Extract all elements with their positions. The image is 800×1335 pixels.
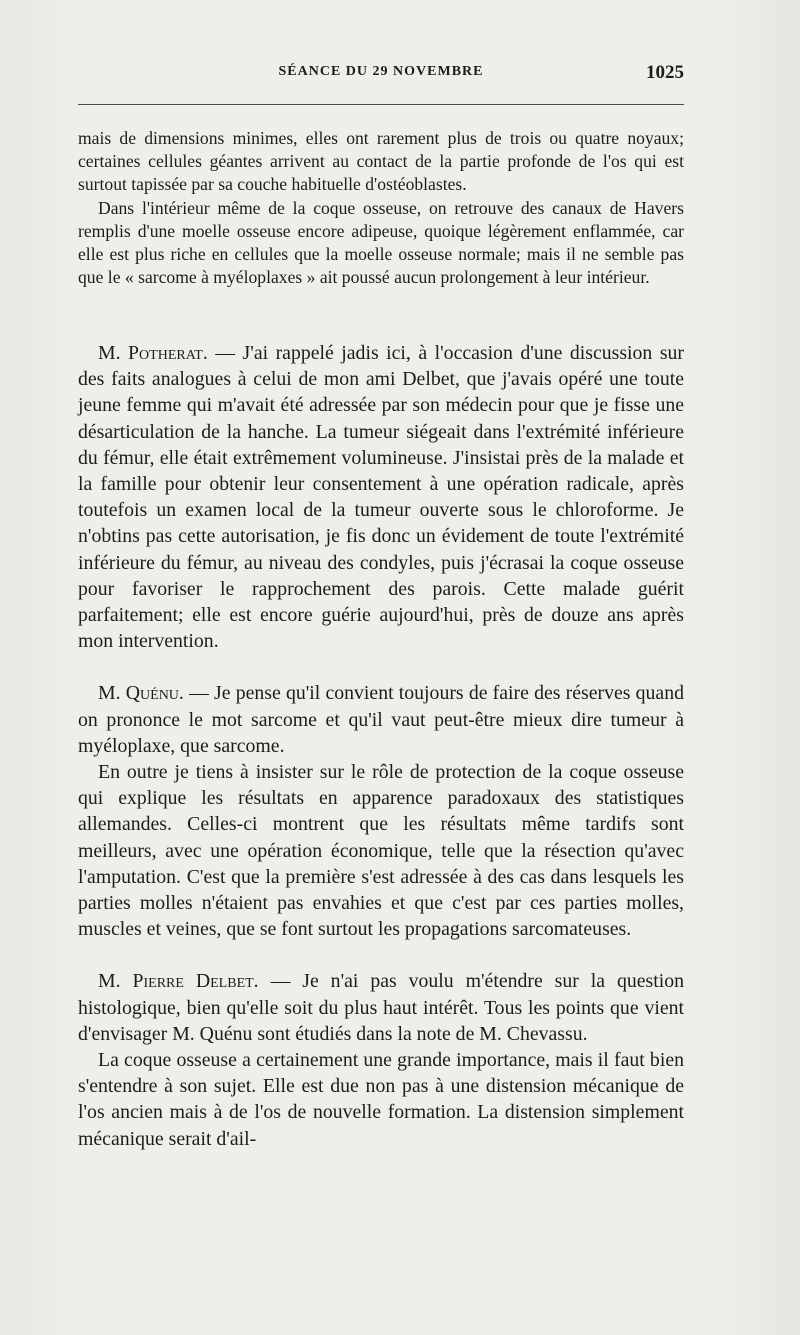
- potherat-text: — J'ai rappelé jadis ici, à l'occasion d'une discussion sur des faits analogues à celui de mon ami Delbet, que j'avais opéré une toute jeune femme qui m'avait été adressée par son médecin pour que je fisse une désarticulation de la hanche. La tumeur siégeait dans l'extrémité inférieure du fémur, elle était extrêmement volumineuse. J'insistai près de la malade et la famille pour obtenir leur consentement à une opération radicale, après toutefois un examen local de la tumeur ouverte sous le chloroforme. Je n'obtins pas cette autorisation, je fis donc un évidement de toute l'extrémité inférieure du fémur, au niveau des condyles, puis j'écrasai la coque osseuse pour favoriser le rapprochement des parois. Cette malade guérit parfaitement; elle est encore guérie aujourd'hui, près de douze ans après mon intervention.: [78, 342, 684, 653]
- quenu-paragraph-1: [78, 680, 684, 759]
- page-number: 1025: [646, 62, 684, 83]
- delbet-text: — Je n'ai pas voulu m'étendre sur la question histologique, bien qu'elle soit du plus haut intérêt. Tous les points que vient d'envisager M. Quénu sont étudiés dans la note de M. Chevassu.: [78, 970, 685, 1045]
- delbet-paragraph-1: [78, 968, 684, 1047]
- speaker-quenu: Quénu.: [125, 682, 184, 705]
- quenu-paragraph-2: En outre je tiens à insister sur le rôle de protection de la coque osseuse qui explique les résultats en apparence paradoxaux des statistiques allemandes. Celles-ci montrent que les résultats même tardifs sont meilleurs, avec une opération économique, telle que la résection qu'avec l'amputation. C'est que la première s'est adressée à des cas dans lesquels les parties molles n'étaient pas envahies et que c'est par ces parties molles, muscles et veines, que se font surtout les propagations sarcomateuses.: [78, 761, 684, 941]
- discussion: [78, 340, 684, 1178]
- quenu-section: [78, 680, 684, 942]
- running-header: [78, 62, 684, 90]
- speaker-potherat: Potherat.: [128, 342, 208, 364]
- delbet-prefix: M.: [98, 970, 121, 993]
- potherat-section: [78, 340, 684, 654]
- quenu-prefix: M.: [98, 682, 121, 705]
- intro-section: [78, 127, 684, 289]
- delbet-section: [78, 968, 684, 1151]
- speaker-delbet: Pierre Delbet.: [132, 970, 259, 993]
- intro-paragraph-2: Dans l'intérieur même de la coque osseuse, on retrouve des canaux de Havers remplis d'une moelle osseuse encore adipeuse, quoique légèrement enflammée, car elle est plus riche en cellules que la moelle osseuse normale; mais il ne semble pas que le « sarcome à myéloplaxes » ait poussé aucun prolongement à leur intérieur.: [78, 197, 684, 288]
- delbet-paragraph-2: La coque osseuse a certainement une grande importance, mais il faut bien s'entendre à son sujet. Elle est due non pas à une distension mécanique de l'os ancien mais à de l'os de nouvelle formation. La distension simplement mécanique serait d'ail-: [78, 1049, 684, 1150]
- header-rule: [78, 104, 684, 105]
- potherat-prefix: M.: [98, 342, 121, 364]
- potherat-paragraph-1: [78, 340, 684, 654]
- header-title: SÉANCE DU 29 NOVEMBRE: [278, 64, 484, 79]
- quenu-text: — Je pense qu'il convient toujours de faire des réserves quand on prononce le mot sarcome et qu'il vaut peut-être mieux dire tumeur à myéloplaxe, que sarcome.: [78, 682, 684, 757]
- intro-paragraph-1: mais de dimensions minimes, elles ont rarement plus de trois ou quatre noyaux; certaines cellules géantes arrivent au contact de la partie profonde de l'os qui est surtout tapissée par sa couche habituelle d'ostéoblastes.: [78, 128, 684, 195]
